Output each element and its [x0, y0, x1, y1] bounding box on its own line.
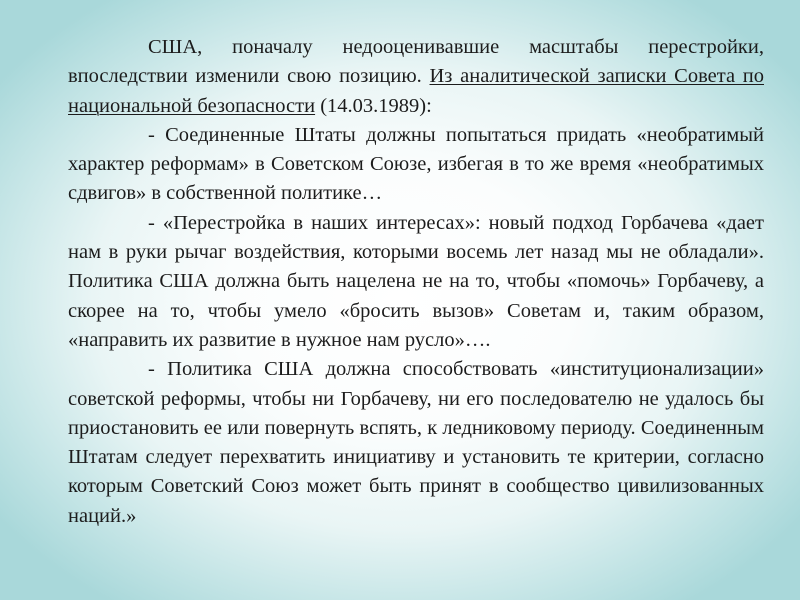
intro-text: США, поначалу недооценивавшие масштабы перестройки, впоследствии изменили свою позицию. — [68, 36, 764, 88]
paragraph-quote-1: - Соединенные Штаты должны попытаться придать «необратимый характер реформам» в Советском Союзе, избегая в то же время «необратимых сдвигов» в собственной политике… — [68, 123, 764, 205]
slide-text-body — [68, 33, 764, 531]
paragraph-quote-2: - «Перестройка в наших интересах»: новый подход Горбачева «дает нам в руки рычаг воздействия, которыми восемь лет назад мы не обладали». Политика США должна быть нацелена не на то, чтобы «помочь» Горбачеву, а скорее на то, чтобы умело «бросить вызов» Советам и, таким образом, «направить их развитие в нужное нам русло»…. — [68, 211, 764, 351]
paragraph-intro — [68, 33, 764, 121]
paragraph-quote-3: - Политика США должна способствовать «институционализации» советской реформы, чтобы ни Горбачеву, ни его последователю не удалось бы приостановить ее или повернуть вспять, к ледниковому периоду. Соединенным Штатам следует перехватить инициативу и установить те критерии, согласно которым Советский Союз может быть принят в сообщество цивилизованных наций.» — [68, 358, 764, 527]
source-date: (14.03.1989): — [315, 94, 432, 117]
source-link[interactable]: Из аналитической записки Совета по национальной безопасности — [68, 65, 764, 117]
